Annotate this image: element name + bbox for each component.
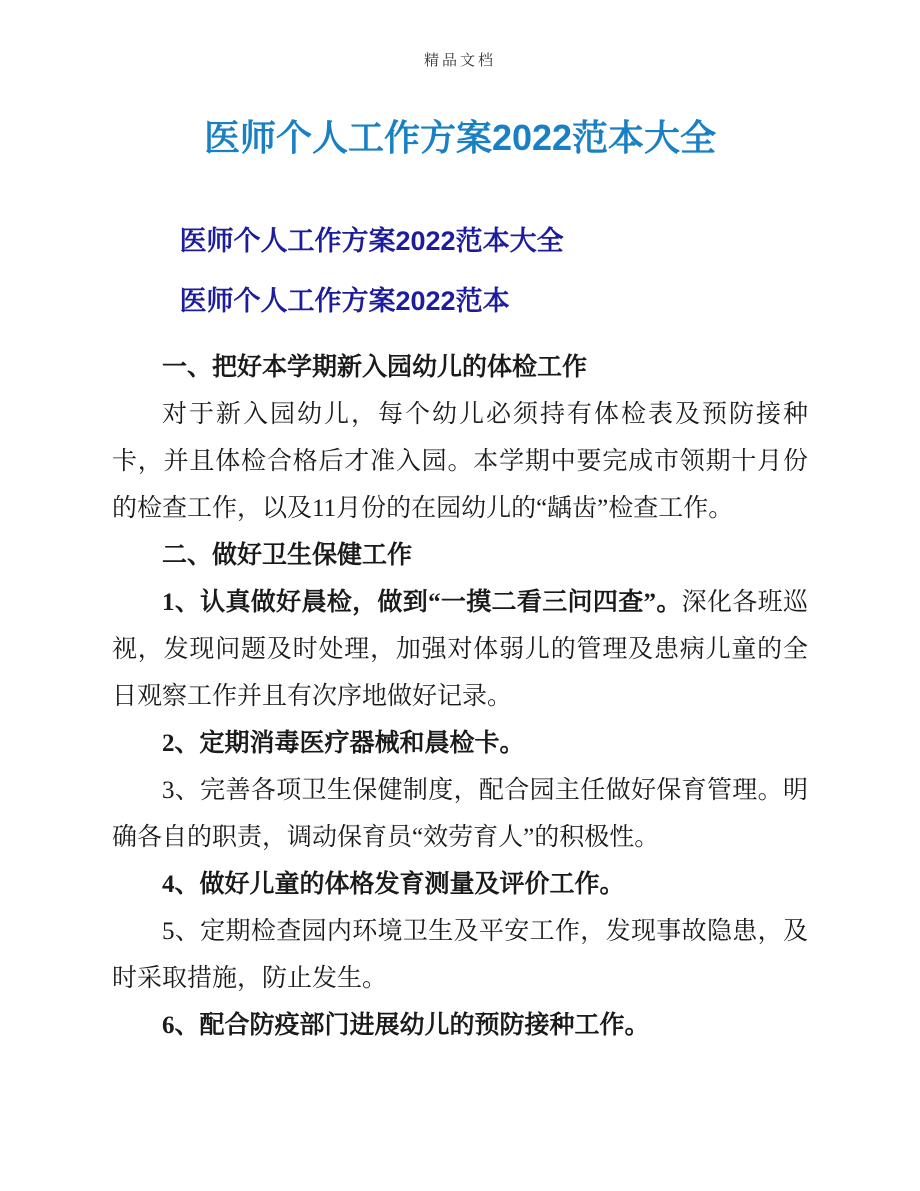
paragraph (112, 1002, 808, 1049)
paragraph (112, 579, 808, 720)
body-text-block (112, 344, 808, 1049)
paragraph-bold-text: 1、认真做好晨检，做到“一摸二看三问四查”。 (162, 589, 682, 616)
paragraph-normal-text: 对于新入园幼儿，每个幼儿必须持有体检表及预防接种卡，并且体检合格后才准入园。本学期中要完成市领期十月份的检查工作，以及11月份的在园幼儿的“龋齿”检查工作。 (112, 401, 808, 522)
section-heading-2: 医师个人工作方案2022范本 (179, 286, 510, 316)
section-heading-1: 医师个人工作方案2022范本大全 (179, 226, 564, 256)
paragraph-bold-text: 二、做好卫生保健工作 (162, 542, 413, 569)
paragraph (112, 532, 808, 579)
header-label: 精品文档 (423, 53, 496, 69)
paragraph (112, 720, 808, 767)
paragraph (112, 344, 808, 391)
paragraph (112, 391, 808, 532)
paragraph-bold-text: 一、把好本学期新入园幼儿的体检工作 (162, 354, 588, 381)
paragraph-bold-text: 4、做好儿童的体格发育测量及评价工作。 (162, 871, 625, 898)
paragraph-normal-text: 深化各班巡视，发现问题及时处理，加强对体弱儿的管理及患病儿童的全日观察工作并且有次序地做好记录。 (112, 589, 808, 710)
paragraph-bold-text: 2、定期消毒医疗器械和晨检卡。 (162, 730, 525, 757)
document-content (0, 224, 920, 1049)
paragraph-normal-text: 5、定期检查园内环境卫生及平安工作，发现事故隐患，及时采取措施，防止发生。 (112, 918, 808, 992)
paragraph-bold-text: 6、配合防疫部门进展幼儿的预防接种工作。 (162, 1012, 650, 1039)
paragraph-normal-text: 3、完善各项卫生保健制度，配合园主任做好保育管理。明确各自的职责，调动保育员“效劳育人”的积极性。 (112, 777, 808, 851)
paragraph (112, 908, 808, 1002)
paragraph (112, 861, 808, 908)
paragraph (112, 767, 808, 861)
document-title: 医师个人工作方案2022范本大全 (203, 117, 717, 158)
